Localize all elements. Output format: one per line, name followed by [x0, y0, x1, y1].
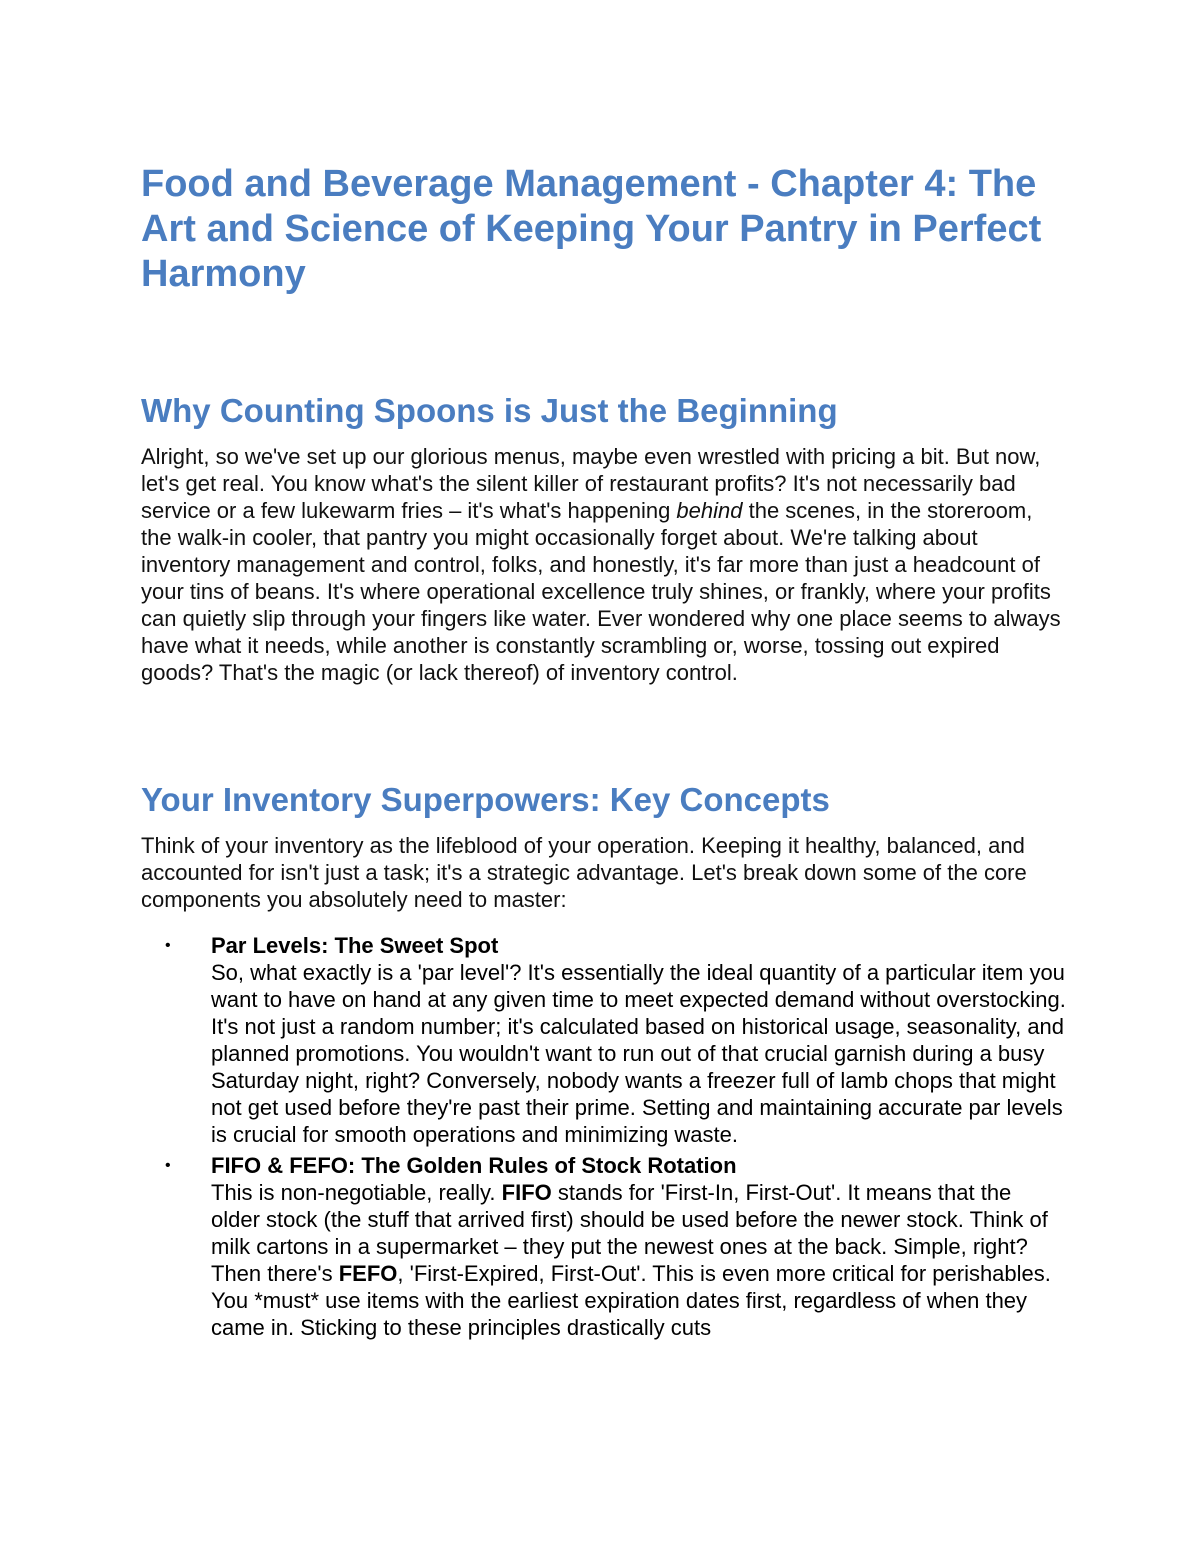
section-heading-why-counting: Why Counting Spoons is Just the Beginning	[141, 392, 838, 429]
fifo-text-c: , 'First-Expired, First-Out'. This is even more critical for perishables. You *must* use items with the earliest expiration dates first, regardless of when they came in. Sticking to these principles drastically cuts	[211, 1261, 1051, 1340]
bullet-icon: •	[165, 937, 171, 954]
term-fefo: FEFO	[338, 1261, 398, 1286]
document-title: Food and Beverage Management - Chapter 4: The Art and Science of Keeping Your Pantry in Perfect Harmony	[141, 163, 1042, 295]
list-item-body: So, what exactly is a 'par level'? It's essentially the ideal quantity of a particular item you want to have on hand at any given time to meet expected demand without overstocking. It's not just a random number; it's calculated based on historical usage, seasonality, and planned promotions. You wouldn't want to run out of that crucial garnish during a busy Saturday night, right? Conversely, nobody wants a freezer full of lamb chops that might not get used before they're past their prime. Setting and maintaining accurate par levels is crucial for smooth operations and minimizing waste.	[211, 960, 1066, 1147]
intro-paragraph	[141, 443, 1066, 686]
key-concepts-intro: Think of your inventory as the lifeblood of your operation. Keeping it healthy, balanced, and accounted for isn't just a task; it's a strategic advantage. Let's break down some of the core components you absolutely need to master:	[141, 833, 1027, 912]
list-item-par-levels	[141, 932, 1066, 1148]
list-item-fifo-fefo	[141, 1152, 1066, 1341]
section-heading-key-concepts: Your Inventory Superpowers: Key Concepts	[141, 781, 830, 818]
concept-list	[141, 932, 1066, 1341]
term-fifo: FIFO	[501, 1180, 552, 1205]
list-item-title: Par Levels: The Sweet Spot	[211, 933, 499, 958]
document-page	[141, 162, 1066, 1345]
intro-emphasis: behind	[676, 498, 743, 523]
intro-text-a: Alright, so we've set up our glorious menus, maybe even wrestled with pricing a bit. But now, let's get real. You know what's the silent killer of restaurant profits? It's not necessarily bad service or a few lukewarm fries – it's what's happening	[141, 444, 1041, 523]
bullet-icon: •	[165, 1157, 171, 1174]
fifo-text-b: stands for 'First-In, First-Out'. It means that the older stock (the stuff that arrived first) should be used before the newer stock. Think of milk cartons in a supermarket – they put the newest ones at the back. Simple, right? Then there's	[211, 1180, 1048, 1286]
intro-text-b: the scenes, in the storeroom, the walk-in cooler, that pantry you might occasionally forget about. We're talking about inventory management and control, folks, and honestly, it's far more than just a headcount of your tins of beans. It's where operational excellence truly shines, or frankly, where your profits can quietly slip through your fingers like water. Ever wondered why one place seems to always have what it needs, while another is constantly scrambling or, worse, tossing out expired goods? That's the magic (or lack thereof) of inventory control.	[141, 498, 1061, 685]
list-item-title: FIFO & FEFO: The Golden Rules of Stock Rotation	[211, 1153, 737, 1178]
list-item-body	[211, 1179, 1066, 1341]
fifo-text-a: This is non-negotiable, really.	[211, 1180, 502, 1205]
